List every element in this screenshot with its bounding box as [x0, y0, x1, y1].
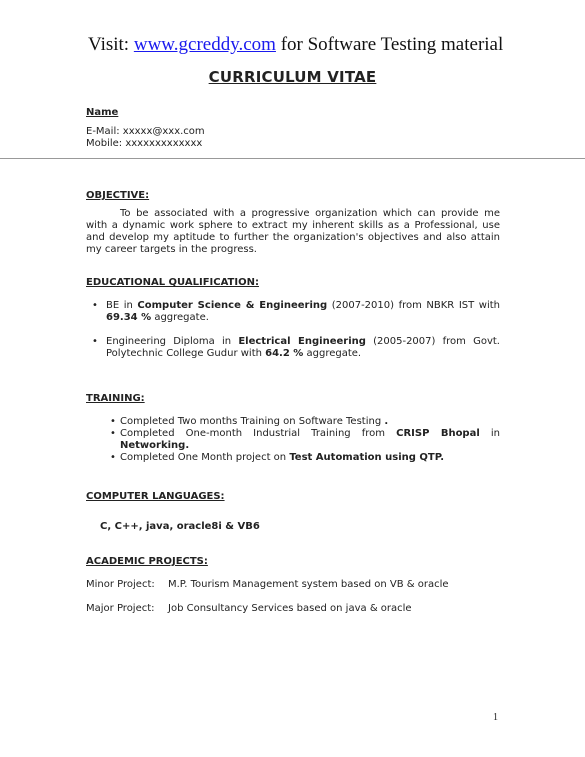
email-line: E-Mail: xxxxx@xxx.com — [86, 126, 205, 137]
bullet-icon: • — [110, 452, 116, 463]
bullet-icon: • — [110, 416, 116, 427]
list-item: • Completed One-month Industrial Training from CRISP Bhopal in Networking. — [110, 428, 501, 451]
website-link[interactable]: www.gcreddy.com — [133, 34, 276, 55]
name-label: Name — [86, 107, 119, 118]
list-item: • Completed Two months Training on Software Testing . — [110, 416, 389, 427]
page-number: 1 — [493, 712, 498, 723]
training-heading: TRAINING: — [86, 393, 145, 404]
education-heading: EDUCATIONAL QUALIFICATION: — [86, 277, 259, 288]
major-project-label: Major Project: — [86, 603, 155, 614]
minor-project-value: M.P. Tourism Management system based on VB & oracle — [168, 579, 449, 590]
list-item: • BE in Computer Science & Engineering (2007-2010) from NBKR IST with 69.34 % aggregate. — [92, 300, 500, 323]
minor-project-label: Minor Project: — [86, 579, 155, 590]
header-line — [88, 34, 503, 56]
bullet-icon: • — [92, 300, 98, 311]
document-title: CURRICULUM VITAE — [208, 68, 377, 86]
languages-heading: COMPUTER LANGUAGES: — [86, 491, 225, 502]
languages-text: C, C++, java, oracle8i & VB6 — [100, 521, 260, 532]
major-project-value: Job Consultancy Services based on java & oracle — [168, 603, 412, 614]
header-suffix: for Software Testing material — [275, 34, 504, 55]
objective-heading: OBJECTIVE: — [86, 190, 150, 201]
bullet-icon: • — [92, 336, 98, 347]
header-prefix: Visit: — [88, 34, 134, 55]
list-item: • Engineering Diploma in Electrical Engineering (2005-2007) from Govt. Polytechnic College Gudur with 64.2 % aggregate. — [92, 336, 500, 359]
objective-text: To be associated with a progressive organization which can provide me with a dynamic work sphere to extract my inherent skills as a Professional, use and develop my aptitude to further the organization's objectives and also attain my career targets in the progress. — [86, 208, 500, 255]
projects-heading: ACADEMIC PROJECTS: — [86, 556, 208, 567]
mobile-line: Mobile: xxxxxxxxxxxxx — [86, 138, 203, 149]
list-item: • Completed One Month project on Test Automation using QTP. — [110, 452, 445, 463]
bullet-icon: • — [110, 428, 116, 439]
horizontal-divider — [0, 158, 585, 159]
